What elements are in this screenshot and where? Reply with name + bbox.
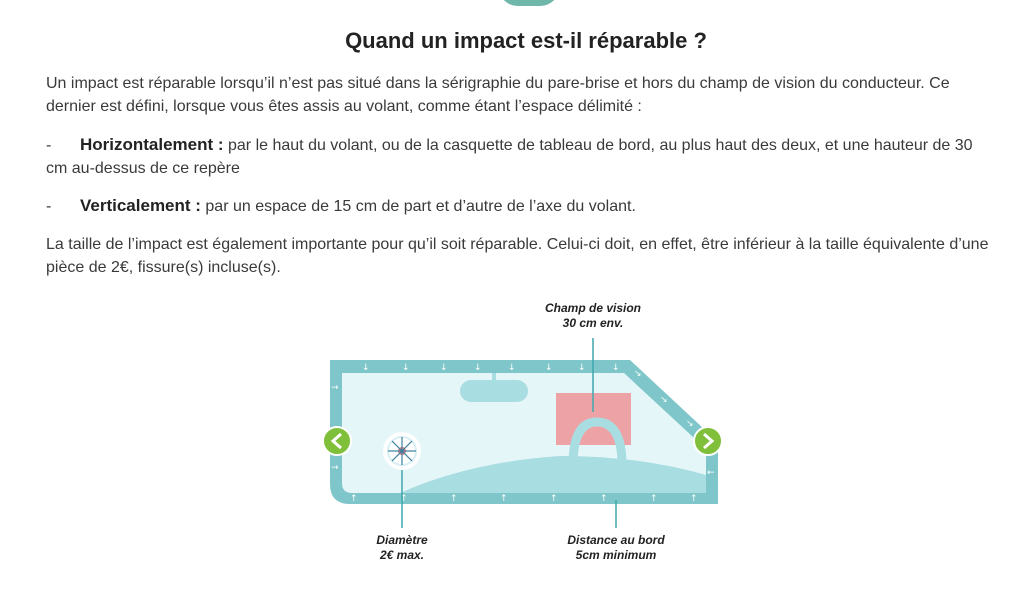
svg-text:↑: ↑	[650, 494, 658, 504]
svg-text:↓: ↓	[578, 363, 586, 373]
svg-text:→: →	[331, 463, 339, 473]
bullet-dash: -	[46, 137, 52, 154]
svg-text:↓: ↓	[474, 363, 482, 373]
svg-text:→: →	[331, 383, 339, 393]
svg-text:↑: ↑	[450, 494, 458, 504]
svg-text:↑: ↑	[500, 494, 508, 504]
bullet-text: par le haut du volant, ou de la casquette de tableau de bord, au plus haut des deux, et une hauteur de 30 cm au-dessus de ce repère	[46, 137, 973, 177]
svg-text:↘: ↘	[686, 419, 694, 429]
rearview-mirror	[460, 380, 528, 402]
svg-text:↑: ↑	[550, 494, 558, 504]
svg-text:↓: ↓	[612, 363, 620, 373]
svg-text:↘: ↘	[660, 395, 668, 405]
svg-text:↓: ↓	[362, 363, 370, 373]
bullet-label: Verticalement :	[80, 196, 201, 215]
distance-label: Distance au bord 5cm minimum	[567, 533, 665, 562]
svg-text:↓: ↓	[440, 363, 448, 373]
carousel-prev-button[interactable]	[323, 427, 351, 455]
svg-text:↑: ↑	[690, 494, 698, 504]
svg-text:↑: ↑	[600, 494, 608, 504]
svg-text:↓: ↓	[508, 363, 516, 373]
svg-text:↓: ↓	[545, 363, 553, 373]
intro-paragraph: Un impact est réparable lorsqu’il n’est pas situé dans la sérigraphie du pare-brise et hors du champ de vision du conducteur. Ce dernier est défini, lorsque vous êtes assis au volant, comme étant l’espace délimité :	[46, 75, 950, 115]
bullet-dash: -	[46, 198, 52, 215]
svg-text:↓: ↓	[402, 363, 410, 373]
carousel-next-button[interactable]	[694, 427, 722, 455]
diameter-label: Diamètre 2€ max.	[376, 533, 428, 562]
size-paragraph: La taille de l’impact est également importante pour qu’il soit réparable. Celui-ci doit, en effet, être inférieur à la taille équivalente d’une pièce de 2€, fissure(s) incluse(s).	[46, 236, 989, 276]
vision-label: Champ de vision 30 cm env.	[544, 301, 642, 330]
impact-icon	[383, 432, 421, 470]
svg-text:↘: ↘	[634, 369, 642, 379]
bullet-text: par un espace de 15 cm de part et d’autre de l’axe du volant.	[200, 198, 636, 215]
svg-text:↑: ↑	[400, 494, 408, 504]
bullet-label: Horizontalement :	[80, 135, 224, 154]
svg-text:↑: ↑	[350, 494, 358, 504]
svg-text:←: ←	[707, 468, 715, 478]
page-title: Quand un impact est-il réparable ?	[345, 28, 707, 53]
